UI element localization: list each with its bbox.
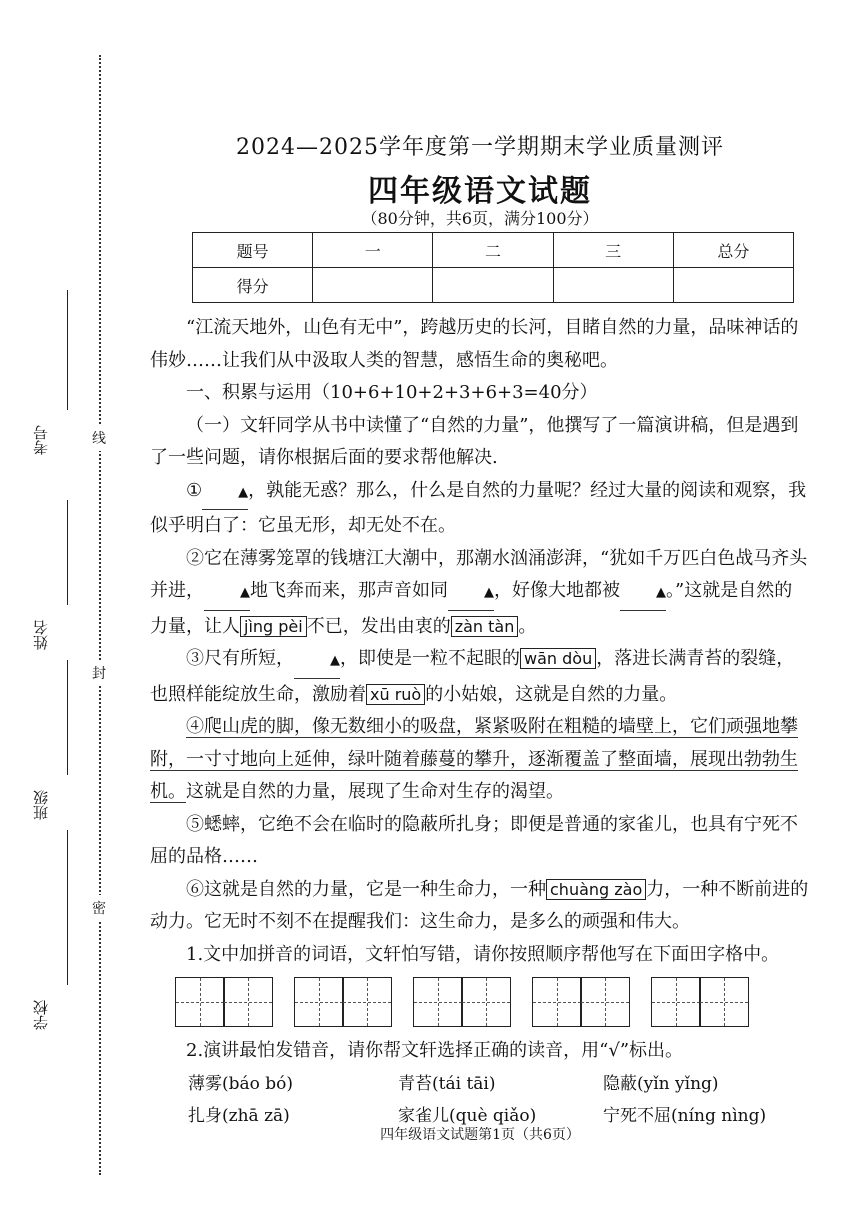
question-1: 1.文中加拼音的词语，文轩怕写错，请你按照顺序帮他写在下面田字格中。	[186, 943, 780, 965]
score-table-header-row	[193, 233, 794, 268]
pinyin-box: xū ruò	[366, 684, 425, 705]
tianzige-cell[interactable]	[175, 977, 225, 1027]
para-text: 。”这就是自然的力量，让人	[150, 580, 793, 637]
para-text: ，孰能无惑？那么，什么是自然的力量呢？经过大量的阅读和观察，我似乎明白了：它虽无形，却无处不在。	[150, 479, 807, 536]
para-text: ②它在薄雾笼罩的钱塘江大潮中，那潮水汹涌澎湃，“犹如千万匹白色战马齐头并进，	[150, 547, 808, 601]
paragraph-2	[150, 543, 810, 644]
tianzige-pair	[652, 977, 749, 1027]
tianzige-grid	[176, 977, 810, 1027]
underlined-text: ④爬山虎的脚，像无数细小的吸盘，紧紧吸附在粗糙的墙壁上，它们顽强地攀附，一寸寸地向上延伸，绿叶随着藤蔓的攀升，逐渐覆盖了整面墙，展现出勃勃生机。	[150, 716, 798, 802]
seal-char-secret: 密	[92, 895, 106, 921]
para-text: ⑥这就是自然的力量，它是一种生命力，一种	[186, 878, 546, 900]
score-cell[interactable]	[313, 268, 433, 303]
question-2: 2.演讲最怕发错音，请你帮文轩选择正确的读音，用“√”标出。	[186, 1040, 684, 1061]
score-header-cell: 二	[433, 233, 553, 268]
paragraph-4	[150, 711, 810, 809]
choice-item[interactable]: 扎身(zhā zā)	[188, 1105, 290, 1126]
exam-number-line	[67, 290, 68, 410]
tianzige-cell[interactable]	[651, 977, 701, 1027]
name-label: 姓名	[32, 620, 50, 650]
blank-marker[interactable]: ▲	[202, 477, 248, 511]
score-table	[192, 232, 794, 303]
binding-margin	[0, 0, 130, 1216]
paragraph-3	[150, 643, 810, 711]
score-cell[interactable]	[433, 268, 553, 303]
school-line	[67, 830, 68, 985]
para-number: ①	[186, 479, 203, 501]
choice-item[interactable]: 隐蔽(yǐn yǐng)	[603, 1073, 719, 1094]
para-text: ③尺有所短，	[186, 648, 294, 669]
seal-char-line: 线	[92, 425, 106, 451]
school-label: 学校	[32, 1000, 50, 1030]
choice-item[interactable]: 宁死不屈(níng nìng)	[603, 1105, 767, 1126]
exam-body	[150, 312, 810, 1132]
section-heading: 一、积累与运用（10+6+10+2+3+6+3=40分）	[186, 382, 598, 403]
tianzige-cell[interactable]	[532, 977, 582, 1027]
score-header-cell: 三	[553, 233, 673, 268]
paragraph-6	[150, 874, 810, 939]
tianzige-pair	[414, 977, 511, 1027]
para-text: 这就是自然的力量，展现了生命对生存的渴望。	[186, 781, 564, 802]
score-table-score-row	[193, 268, 794, 303]
intro-paragraph: “江流天地外，山色有无中”，跨越历史的长河，目睹自然的力量，品味神话的伟妙……让我们从中汲取人类的智慧，感悟生命的奥秘吧。	[150, 317, 799, 371]
tianzige-cell[interactable]	[580, 977, 630, 1027]
blank-marker[interactable]: ▲	[448, 577, 494, 611]
pronunciation-choices	[188, 1068, 810, 1132]
blank-marker[interactable]: ▲	[620, 577, 666, 611]
para-text: 不已，发出由衷的	[306, 615, 451, 637]
para-text: 。	[518, 615, 537, 637]
para-text: 的小姑娘，这就是自然的力量。	[425, 683, 678, 705]
tianzige-cell[interactable]	[413, 977, 463, 1027]
para-text: 力，一种不断前进的动力。它无时不刻不在提醒我们：这生命力，是多么的顽强和伟大。	[150, 878, 809, 932]
para-text: ，即使是一粒不起眼的	[340, 648, 520, 669]
para-text: ，好像大地都被	[494, 580, 620, 601]
tianzige-pair	[295, 977, 392, 1027]
page-footer: 四年级语文试题第1页（共6页）	[380, 1127, 580, 1143]
score-row-label: 得分	[193, 268, 313, 303]
score-header-cell: 一	[313, 233, 433, 268]
exam-title: 2024—2025学年度第一学期期末学业质量测评	[236, 135, 724, 160]
paragraph-5: ⑤蟋蟀，它绝不会在临时的隐蔽所扎身；即便是普通的家雀儿，也具有宁死不屈的品格……	[150, 813, 798, 867]
pinyin-box: zàn tàn	[451, 616, 519, 637]
exam-note: （80分钟，共6页，满分100分）	[361, 209, 599, 228]
score-cell[interactable]	[553, 268, 673, 303]
para-text: 地飞奔而来，那声音如同	[250, 580, 448, 601]
binding-dotted-line	[99, 55, 101, 1175]
pinyin-box: chuàng zào	[546, 879, 646, 900]
tianzige-cell[interactable]	[223, 977, 273, 1027]
tianzige-cell[interactable]	[699, 977, 749, 1027]
score-header-cell: 题号	[193, 233, 313, 268]
name-line	[67, 500, 68, 605]
score-header-cell: 总分	[673, 233, 793, 268]
choice-item[interactable]: 薄雾(báo bó)	[188, 1073, 294, 1094]
choice-item[interactable]: 家雀儿(què qiǎo)	[398, 1105, 537, 1126]
exam-number-label: 考号	[32, 425, 50, 455]
class-label: 班级	[32, 790, 50, 820]
blank-marker[interactable]: ▲	[204, 577, 250, 611]
class-line	[67, 660, 68, 775]
part-heading: （一）文轩同学从书中读懂了“自然的力量”，他撰写了一篇演讲稿，但是遇到了一些问题，请你根据后面的要求帮他解决.	[150, 414, 799, 468]
seal-char-seal: 封	[92, 660, 106, 686]
tianzige-cell[interactable]	[342, 977, 392, 1027]
score-cell[interactable]	[673, 268, 793, 303]
tianzige-pair	[533, 977, 630, 1027]
tianzige-pair	[176, 977, 273, 1027]
pinyin-box: jìng pèi	[240, 616, 307, 637]
paragraph-1	[150, 475, 810, 543]
tianzige-cell[interactable]	[461, 977, 511, 1027]
choice-item[interactable]: 青苔(tái tāi)	[398, 1073, 496, 1094]
blank-marker[interactable]: ▲	[294, 645, 340, 679]
pinyin-box: wān dòu	[520, 648, 596, 669]
para-text: ，落进长满青苔的裂缝，也照样能绽放生命，激励着	[150, 648, 795, 705]
tianzige-cell[interactable]	[294, 977, 344, 1027]
exam-subtitle: 四年级语文试题	[368, 174, 592, 209]
